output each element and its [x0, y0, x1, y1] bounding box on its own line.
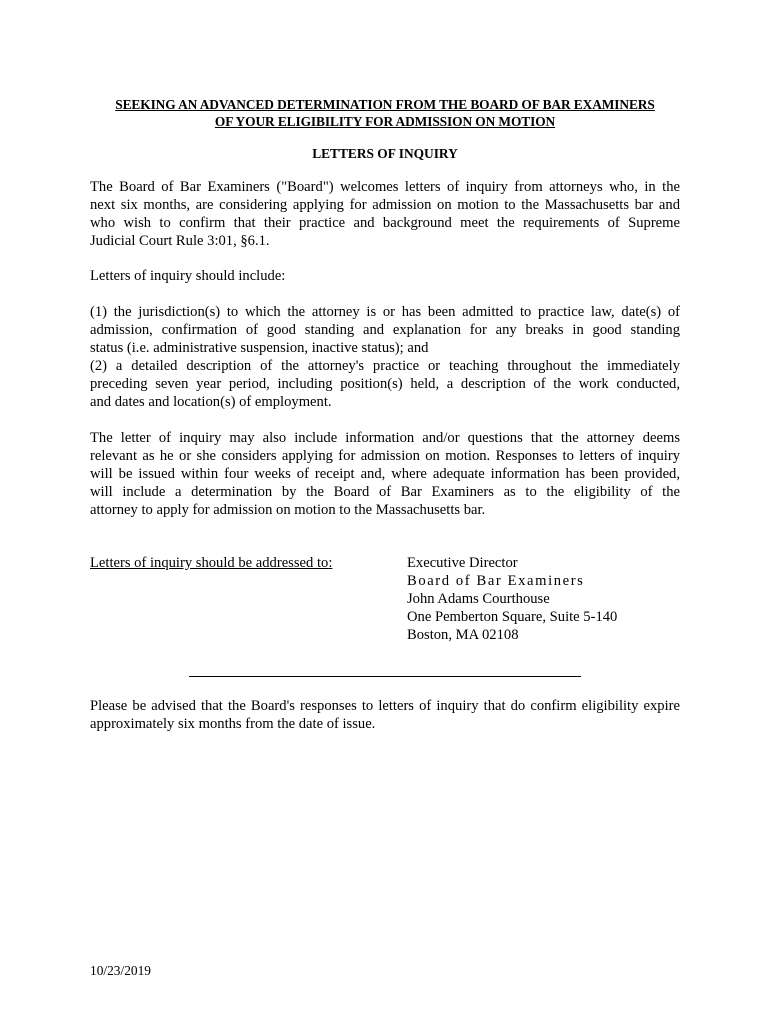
- requirement-item-1: [90, 303, 680, 357]
- address-label-text: Letters of inquiry should be addressed to: [90, 555, 329, 571]
- address-label-colon: :: [328, 555, 333, 571]
- address-line-recipient: Executive Director: [407, 555, 518, 571]
- item2-line: preceding seven year period, including position(s) held, a description of the work conducted,: [90, 376, 680, 392]
- address-line-street: One Pemberton Square, Suite 5-140: [407, 609, 618, 625]
- item2-line: (2) a detailed description of the attorney's practice or teaching throughout the immediately: [90, 358, 680, 374]
- item1-line: admission, confirmation of good standing and explanation for any breaks in good standing: [90, 322, 680, 338]
- include-heading-text: Letters of inquiry should include:: [90, 268, 286, 284]
- item1-line: status (i.e. administrative suspension, inactive status); and: [90, 340, 429, 356]
- additional-info-paragraph: [90, 429, 680, 519]
- document-date: 10/23/2019: [90, 963, 152, 978]
- notice-line: approximately six months from the date of issue.: [90, 716, 376, 732]
- notice-line: Please be advised that the Board's responses to letters of inquiry that do confirm eligibility expire: [90, 698, 680, 714]
- horizontal-divider: [189, 676, 581, 677]
- intro-paragraph: [90, 178, 680, 250]
- document-title: [90, 96, 680, 130]
- document-subtitle: LETTERS OF INQUIRY: [312, 146, 458, 161]
- item2-line: and dates and location(s) of employment.: [90, 394, 332, 410]
- intro-line: next six months, are considering applying for admission on motion to the Massachusetts bar and: [90, 197, 680, 213]
- intro-line: Judicial Court Rule 3:01, §6.1.: [90, 233, 270, 249]
- intro-line: The Board of Bar Examiners ("Board") welcomes letters of inquiry from attorneys who, in the: [90, 179, 680, 195]
- additional-line: attorney to apply for admission on motion to the Massachusetts bar.: [90, 502, 486, 518]
- address-label: [90, 554, 332, 572]
- include-heading: [90, 267, 680, 285]
- additional-line: relevant as he or she considers applying for admission on motion. Responses to letters of inquiry: [90, 448, 680, 464]
- expiry-notice: [90, 697, 680, 733]
- intro-line: who wish to confirm that their practice and background meet the requirements of Supreme: [90, 215, 680, 231]
- requirement-item-2: [90, 357, 680, 411]
- item1-line: (1) the jurisdiction(s) to which the attorney is or has been admitted to practice law, date(s) of: [90, 304, 680, 320]
- address-line-city: Boston, MA 02108: [407, 627, 519, 643]
- additional-line: will be issued within four weeks of receipt and, where adequate information has been provided,: [90, 466, 680, 482]
- title-line-2: OF YOUR ELIGIBILITY FOR ADMISSION ON MOTION: [214, 114, 556, 129]
- additional-line: The letter of inquiry may also include information and/or questions that the attorney deems: [90, 430, 680, 446]
- address-line-building: John Adams Courthouse: [407, 591, 550, 607]
- additional-line: will include a determination by the Board of Bar Examiners as to the eligibility of the: [90, 484, 680, 500]
- mailing-address: [407, 554, 617, 644]
- title-line-1: SEEKING AN ADVANCED DETERMINATION FROM THE BOARD OF BAR EXAMINERS: [115, 97, 655, 112]
- address-line-organization: Board of Bar Examiners: [407, 573, 585, 589]
